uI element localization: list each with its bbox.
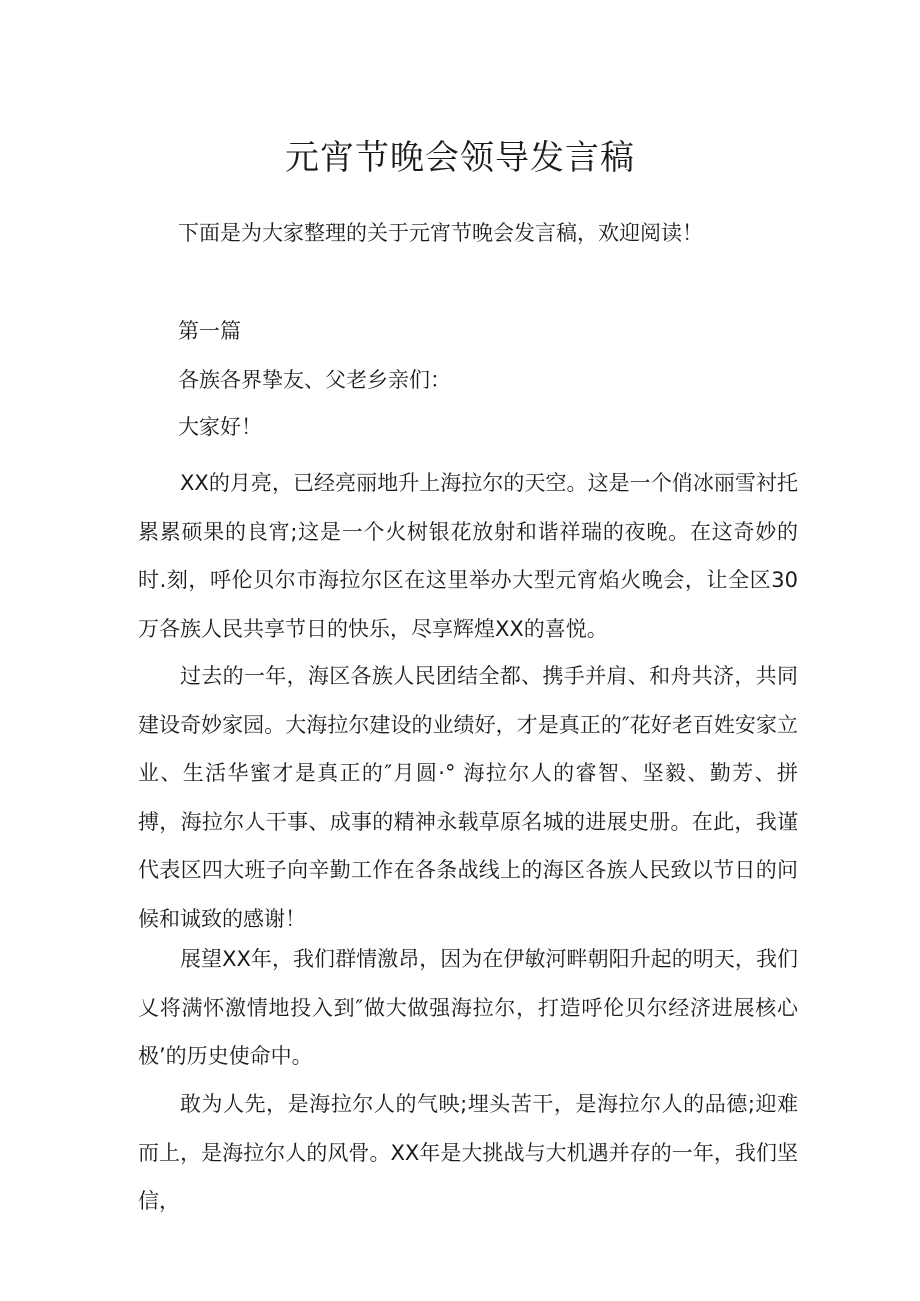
body-paragraph: 敢为人先，是海拉尔人的气映;埋头苦干，是海拉尔人的品德;迎难而上，是海拉尔人的风骨。XX年是大挑战与大机遇并存的一年，我们坚信， (138, 1092, 798, 1213)
section-label: 第一篇 (178, 319, 241, 343)
salutation: 各族各界挚友、父老乡亲们： (178, 368, 451, 392)
body-paragraph: 展望XX年，我们群情激昂，因为在伊敏河畔朝阳升起的明天，我们乂将满怀激情地投入到″做大做强海拉尔，打造呼伦贝尔经济进展核心极’的历史使命中。 (138, 947, 798, 1068)
body-paragraph: XX的月亮，已经亮丽地升上海拉尔的天空。这是一个俏冰丽雪衬托累累硕果的良宵;这是一个火树银花放射和谐祥瑞的夜晚。在这奇妙的时.刻，呼伦贝尔市海拉尔区在这里举办大型元宵焰火晚会，让全区30万各族人民共享节日的快乐，尽享辉煌XX的喜悦。 (138, 471, 798, 641)
greeting: 大家好！ (178, 415, 262, 439)
intro-text: 下面是为大家整理的关于元宵节晚会发言稿，欢迎阅读！ (178, 221, 703, 245)
body-paragraph: 过去的一年，海区各族人民团结全都、携手并肩、和舟共济，共同建设奇妙家园。大海拉尔建设的业绩好，才是真正的″花好老百姓安家立业、生活华蜜才是真正的″月圆·° 海拉尔人的睿智、坚毅、勤芳、拼搏，海拉尔人干事、成事的精神永载草原名城的进展史册。在此，我谨代表区四大班子向辛勤工作在各条战线上的海区各族人民致以节日的问候和诚致的感谢！ (138, 664, 798, 931)
page-title: 元宵节晚会领导发言稿 (285, 138, 635, 178)
